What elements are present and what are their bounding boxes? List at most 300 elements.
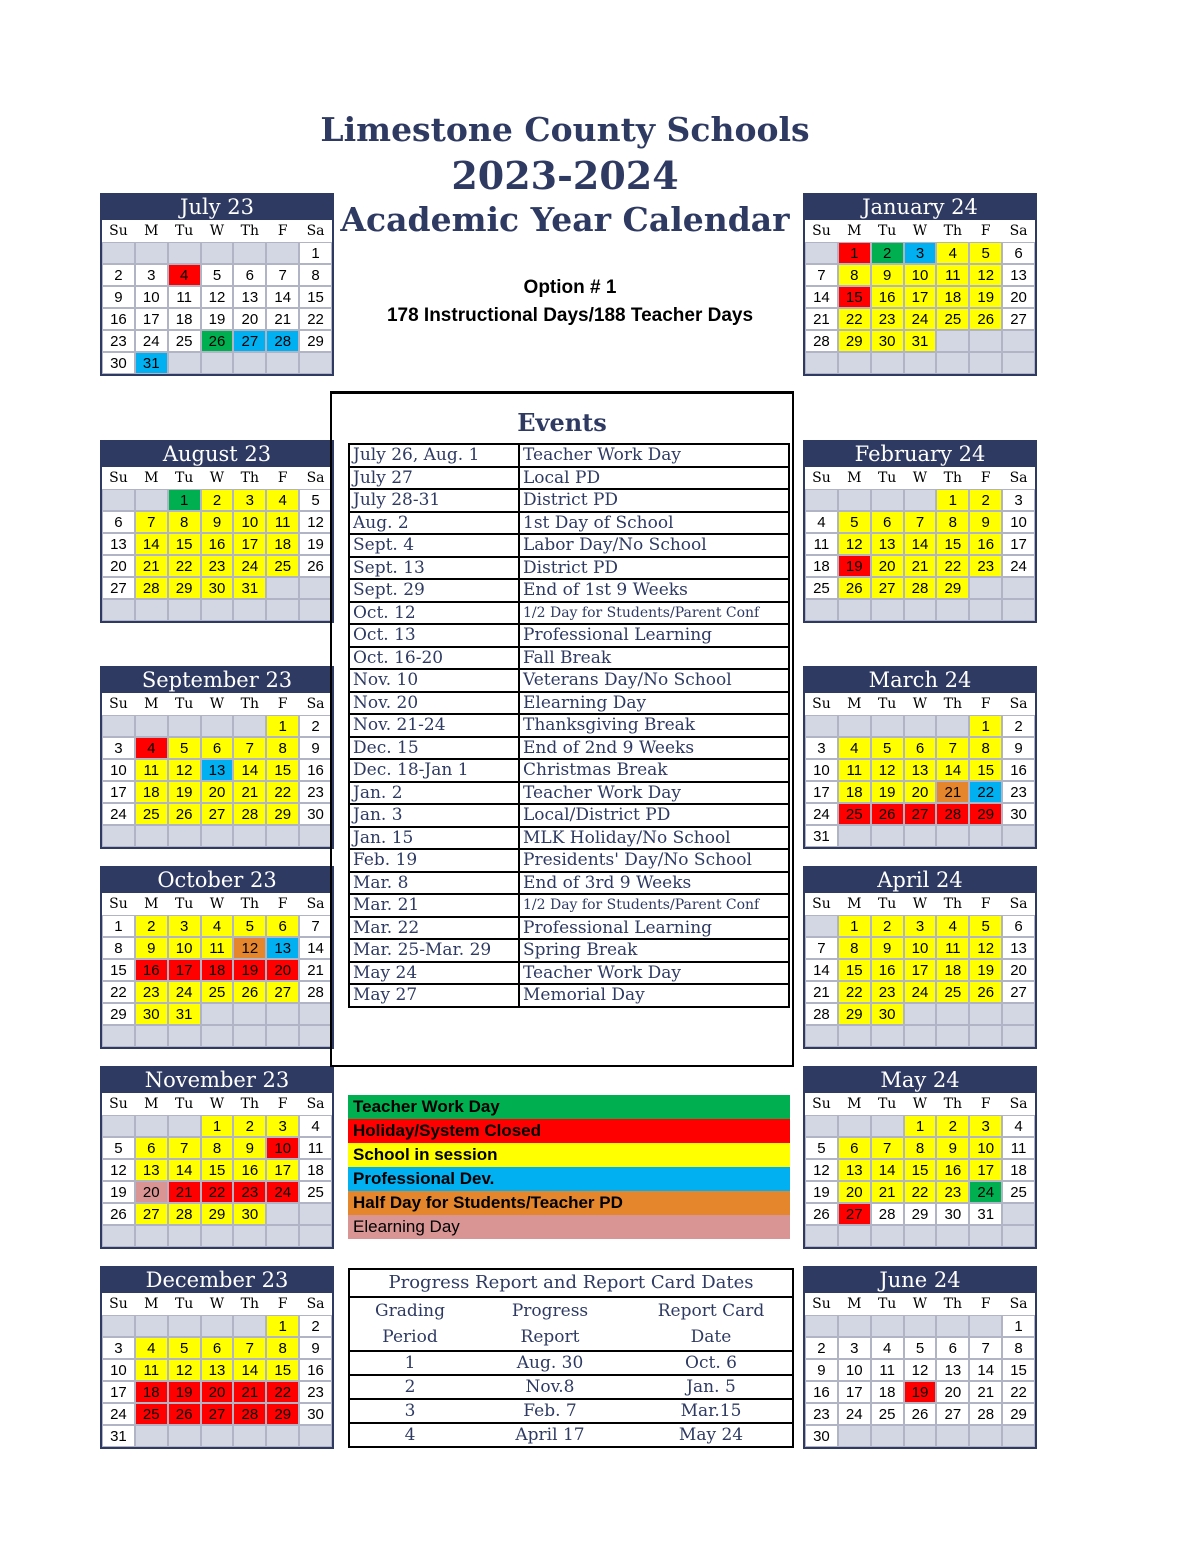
day-cell: 28	[168, 1203, 201, 1225]
empty-cell	[838, 825, 871, 847]
report-card-date: May 24	[678, 1425, 744, 1445]
day-cell: 2	[969, 489, 1002, 511]
day-cell: 1	[266, 715, 299, 737]
weekday-header: Th	[936, 1293, 969, 1315]
day-cell: 16	[1002, 759, 1035, 781]
day-cell: 15	[201, 1159, 234, 1181]
day-cell: 28	[871, 1203, 904, 1225]
event-row	[349, 782, 789, 805]
day-cell: 29	[201, 1203, 234, 1225]
day-cell: 12	[871, 759, 904, 781]
empty-cell	[1002, 1203, 1035, 1225]
weekday-header: F	[266, 1293, 299, 1315]
day-cell: 7	[969, 1337, 1002, 1359]
day-cell: 27	[936, 1403, 969, 1425]
event-date: Dec. 18-Jan 1	[349, 759, 519, 782]
day-cell: 16	[233, 1159, 266, 1181]
event-row	[349, 557, 789, 580]
day-cell: 4	[936, 915, 969, 937]
day-cell: 28	[135, 577, 168, 599]
day-cell: 10	[904, 937, 937, 959]
day-cell: 29	[838, 330, 871, 352]
event-description: MLK Holiday/No School	[519, 827, 789, 850]
empty-cell	[168, 715, 201, 737]
empty-cell	[299, 1203, 332, 1225]
empty-cell	[168, 1225, 201, 1247]
empty-cell	[1002, 1225, 1035, 1247]
event-date: Nov. 10	[349, 669, 519, 692]
empty-cell	[102, 1315, 135, 1337]
day-cell: 7	[936, 737, 969, 759]
day-cell: 18	[936, 286, 969, 308]
weekday-header: Th	[233, 220, 266, 242]
weekday-header: Tu	[871, 220, 904, 242]
day-cell: 16	[299, 1359, 332, 1381]
day-cell: 10	[805, 759, 838, 781]
day-cell: 5	[168, 1337, 201, 1359]
day-cell: 17	[233, 533, 266, 555]
calendar-title: Academic Year Calendar	[340, 200, 790, 239]
day-cell: 20	[266, 959, 299, 981]
day-cell: 30	[299, 1403, 332, 1425]
weekday-header: Th	[936, 893, 969, 915]
day-cell: 13	[936, 1359, 969, 1381]
weekday-header: Th	[936, 220, 969, 242]
day-cell: 4	[936, 242, 969, 264]
weekday-header: M	[838, 220, 871, 242]
empty-cell	[969, 330, 1002, 352]
day-cell: 12	[805, 1159, 838, 1181]
weekday-header: M	[135, 693, 168, 715]
day-cell: 3	[168, 915, 201, 937]
day-cell: 9	[871, 264, 904, 286]
event-description: Christmas Break	[519, 759, 789, 782]
day-cell: 28	[969, 1403, 1002, 1425]
day-cell: 18	[201, 959, 234, 981]
progress-row	[350, 1398, 792, 1422]
event-date: Sept. 4	[349, 534, 519, 557]
day-cell: 30	[233, 1203, 266, 1225]
day-cell: 3	[969, 1115, 1002, 1137]
day-cell: 21	[969, 1381, 1002, 1403]
event-description: Teacher Work Day	[519, 444, 789, 467]
day-cell: 27	[201, 803, 234, 825]
day-cell: 31	[904, 330, 937, 352]
empty-cell	[135, 1225, 168, 1247]
grading-period: 1	[404, 1353, 416, 1373]
day-cell: 26	[233, 981, 266, 1003]
event-description: End of 1st 9 Weeks	[519, 579, 789, 602]
day-cell: 17	[805, 781, 838, 803]
day-cell: 9	[969, 511, 1002, 533]
day-cell: 18	[805, 555, 838, 577]
empty-cell	[805, 715, 838, 737]
empty-cell	[201, 1025, 234, 1047]
school-name: Limestone County Schools	[320, 110, 810, 149]
day-cell: 30	[299, 803, 332, 825]
day-cell: 4	[168, 264, 201, 286]
empty-cell	[102, 599, 135, 621]
day-cell: 7	[299, 915, 332, 937]
day-cell: 17	[135, 308, 168, 330]
day-cell: 8	[266, 737, 299, 759]
event-date: Jan. 3	[349, 804, 519, 827]
day-cell: 14	[805, 286, 838, 308]
day-cell: 16	[805, 1381, 838, 1403]
day-cell: 29	[102, 1003, 135, 1025]
weekday-header: W	[904, 893, 937, 915]
day-cell: 24	[805, 803, 838, 825]
empty-cell	[805, 1315, 838, 1337]
empty-cell	[102, 489, 135, 511]
empty-cell	[201, 599, 234, 621]
empty-cell	[936, 715, 969, 737]
day-cell: 13	[871, 533, 904, 555]
weekday-header: W	[904, 1093, 937, 1115]
day-cell: 29	[969, 803, 1002, 825]
day-cell: 13	[201, 1359, 234, 1381]
weekday-header: Th	[233, 1093, 266, 1115]
empty-cell	[201, 242, 234, 264]
legend-item: Holiday/System Closed	[348, 1119, 790, 1143]
day-cell: 9	[299, 737, 332, 759]
weekday-header: Su	[805, 693, 838, 715]
day-cell: 23	[299, 1381, 332, 1403]
weekday-header: W	[201, 693, 234, 715]
empty-cell	[936, 1225, 969, 1247]
empty-cell	[805, 352, 838, 374]
event-description: End of 3rd 9 Weeks	[519, 872, 789, 895]
empty-cell	[904, 489, 937, 511]
day-cell: 27	[102, 577, 135, 599]
day-cell: 7	[904, 511, 937, 533]
day-cell: 23	[102, 330, 135, 352]
day-cell: 5	[299, 489, 332, 511]
day-cell: 24	[102, 803, 135, 825]
day-cell: 31	[102, 1425, 135, 1447]
day-cell: 21	[871, 1181, 904, 1203]
empty-cell	[838, 489, 871, 511]
empty-cell	[135, 1425, 168, 1447]
weekday-header: Su	[805, 467, 838, 489]
col-progress-header: Progress	[511, 1301, 589, 1321]
day-cell: 16	[871, 286, 904, 308]
day-cell: 10	[969, 1137, 1002, 1159]
day-cell: 29	[299, 330, 332, 352]
event-description: End of 2nd 9 Weeks	[519, 737, 789, 760]
event-description: 1/2 Day for Students/Parent Conf	[519, 602, 789, 625]
day-cell: 14	[805, 959, 838, 981]
empty-cell	[871, 489, 904, 511]
day-cell: 11	[838, 759, 871, 781]
weekday-header: Sa	[299, 1093, 332, 1115]
day-cell: 7	[135, 511, 168, 533]
day-cell: 24	[969, 1181, 1002, 1203]
event-row	[349, 872, 789, 895]
day-cell: 1	[969, 715, 1002, 737]
empty-cell	[299, 825, 332, 847]
day-cell: 5	[201, 264, 234, 286]
day-cell: 13	[838, 1159, 871, 1181]
day-cell: 29	[936, 577, 969, 599]
day-cell: 9	[233, 1137, 266, 1159]
empty-cell	[838, 1425, 871, 1447]
day-cell: 3	[838, 1337, 871, 1359]
day-cell: 1	[102, 915, 135, 937]
day-cell: 22	[299, 308, 332, 330]
day-cell: 25	[936, 308, 969, 330]
progress-row	[350, 1374, 792, 1398]
empty-cell	[969, 1003, 1002, 1025]
day-cell: 15	[102, 959, 135, 981]
weekday-header: Su	[102, 1293, 135, 1315]
day-cell: 14	[904, 533, 937, 555]
day-cell: 22	[838, 308, 871, 330]
day-cell: 6	[233, 264, 266, 286]
day-cell: 25	[936, 981, 969, 1003]
empty-cell	[969, 1025, 1002, 1047]
empty-cell	[201, 1425, 234, 1447]
empty-cell	[233, 715, 266, 737]
day-cell: 5	[904, 1337, 937, 1359]
day-cell: 23	[969, 555, 1002, 577]
empty-cell	[266, 1203, 299, 1225]
day-cell: 19	[102, 1181, 135, 1203]
empty-cell	[936, 330, 969, 352]
empty-cell	[266, 825, 299, 847]
day-cell: 17	[102, 781, 135, 803]
day-cell: 8	[266, 1337, 299, 1359]
weekday-header: M	[135, 1093, 168, 1115]
empty-cell	[904, 599, 937, 621]
empty-cell	[233, 242, 266, 264]
event-row	[349, 759, 789, 782]
day-cell: 3	[266, 1115, 299, 1137]
progress-report-table	[348, 1268, 794, 1448]
day-cell: 3	[233, 489, 266, 511]
day-cell: 2	[135, 915, 168, 937]
day-cell: 30	[805, 1425, 838, 1447]
weekday-header: F	[266, 693, 299, 715]
empty-cell	[233, 1225, 266, 1247]
day-cell: 17	[969, 1159, 1002, 1181]
event-date: Jan. 2	[349, 782, 519, 805]
day-cell: 5	[871, 737, 904, 759]
day-cell: 1	[168, 489, 201, 511]
day-cell: 16	[135, 959, 168, 981]
day-cell: 22	[1002, 1381, 1035, 1403]
day-cell: 26	[838, 577, 871, 599]
empty-cell	[135, 715, 168, 737]
day-cell: 23	[135, 981, 168, 1003]
day-cell: 15	[936, 533, 969, 555]
day-cell: 24	[266, 1181, 299, 1203]
empty-cell	[102, 1025, 135, 1047]
empty-cell	[805, 242, 838, 264]
weekday-header: Tu	[871, 893, 904, 915]
month-title: December 23	[102, 1268, 332, 1293]
day-cell: 8	[102, 937, 135, 959]
empty-cell	[135, 825, 168, 847]
col-grading-header: Grading	[375, 1301, 445, 1321]
day-cell: 12	[201, 286, 234, 308]
weekday-header: Tu	[168, 467, 201, 489]
day-cell: 23	[871, 308, 904, 330]
day-cell: 24	[904, 308, 937, 330]
event-date: Nov. 20	[349, 692, 519, 715]
legend-item: School in session	[348, 1143, 790, 1167]
event-date: May 24	[349, 962, 519, 985]
weekday-header: W	[201, 467, 234, 489]
weekday-header: Sa	[299, 893, 332, 915]
empty-cell	[805, 1115, 838, 1137]
day-cell: 28	[904, 577, 937, 599]
day-cell: 27	[1002, 981, 1035, 1003]
weekday-header: M	[838, 693, 871, 715]
day-cell: 19	[233, 959, 266, 981]
day-cell: 20	[936, 1381, 969, 1403]
legend-item: Professional Dev.	[348, 1167, 790, 1191]
day-cell: 21	[936, 781, 969, 803]
day-cell: 22	[969, 781, 1002, 803]
empty-cell	[299, 599, 332, 621]
event-description: Teacher Work Day	[519, 962, 789, 985]
empty-cell	[266, 242, 299, 264]
day-cell: 23	[1002, 781, 1035, 803]
weekday-header: Sa	[299, 220, 332, 242]
event-description: Memorial Day	[519, 984, 789, 1007]
day-cell: 16	[871, 959, 904, 981]
empty-cell	[904, 825, 937, 847]
day-cell: 28	[266, 330, 299, 352]
day-cell: 31	[805, 825, 838, 847]
weekday-header: Th	[936, 467, 969, 489]
day-cell: 22	[102, 981, 135, 1003]
progress-date: Nov.8	[525, 1377, 575, 1397]
day-cell: 30	[871, 1003, 904, 1025]
day-cell: 22	[904, 1181, 937, 1203]
empty-cell	[135, 242, 168, 264]
weekday-header: Tu	[168, 1293, 201, 1315]
day-cell: 9	[1002, 737, 1035, 759]
day-cell: 30	[102, 352, 135, 374]
day-cell: 19	[969, 959, 1002, 981]
day-cell: 14	[168, 1159, 201, 1181]
event-row	[349, 804, 789, 827]
legend-item: Teacher Work Day	[348, 1095, 790, 1119]
day-cell: 17	[904, 959, 937, 981]
event-date: Mar. 8	[349, 872, 519, 895]
month-title: March 24	[805, 668, 1035, 693]
empty-cell	[871, 1025, 904, 1047]
day-cell: 11	[201, 937, 234, 959]
empty-cell	[201, 1003, 234, 1025]
event-date: Jan. 15	[349, 827, 519, 850]
event-date: Oct. 13	[349, 624, 519, 647]
day-cell: 13	[1002, 937, 1035, 959]
weekday-header: W	[201, 1293, 234, 1315]
empty-cell	[871, 715, 904, 737]
day-cell: 8	[299, 264, 332, 286]
day-cell: 24	[904, 981, 937, 1003]
empty-cell	[233, 599, 266, 621]
day-cell: 30	[1002, 803, 1035, 825]
day-cell: 17	[102, 1381, 135, 1403]
day-cell: 7	[168, 1137, 201, 1159]
empty-cell	[871, 599, 904, 621]
empty-cell	[1002, 330, 1035, 352]
day-cell: 31	[168, 1003, 201, 1025]
day-cell: 14	[135, 533, 168, 555]
empty-cell	[135, 1025, 168, 1047]
day-cell: 10	[135, 286, 168, 308]
empty-cell	[969, 352, 1002, 374]
day-cell: 19	[969, 286, 1002, 308]
empty-cell	[168, 1315, 201, 1337]
weekday-header: Sa	[299, 693, 332, 715]
empty-cell	[201, 1225, 234, 1247]
event-description: Local/District PD	[519, 804, 789, 827]
day-cell: 20	[135, 1181, 168, 1203]
weekday-header: Sa	[1002, 220, 1035, 242]
day-cell: 10	[266, 1137, 299, 1159]
empty-cell	[266, 1025, 299, 1047]
progress-title: Progress Report and Report Card Dates	[350, 1270, 792, 1298]
empty-cell	[904, 1225, 937, 1247]
day-cell: 19	[838, 555, 871, 577]
day-cell: 16	[102, 308, 135, 330]
day-cell: 6	[838, 1137, 871, 1159]
month-february-24	[803, 440, 1037, 623]
day-cell: 13	[135, 1159, 168, 1181]
empty-cell	[871, 825, 904, 847]
month-june-24	[803, 1266, 1037, 1449]
empty-cell	[266, 1003, 299, 1025]
day-cell: 13	[904, 759, 937, 781]
empty-cell	[266, 352, 299, 374]
event-description: Elearning Day	[519, 692, 789, 715]
empty-cell	[805, 1225, 838, 1247]
day-cell: 20	[102, 555, 135, 577]
month-title: February 24	[805, 442, 1035, 467]
event-row	[349, 692, 789, 715]
weekday-header: Th	[233, 467, 266, 489]
day-cell: 27	[838, 1203, 871, 1225]
day-cell: 6	[1002, 915, 1035, 937]
weekday-header: M	[135, 893, 168, 915]
day-cell: 23	[871, 981, 904, 1003]
day-cell: 30	[135, 1003, 168, 1025]
event-row	[349, 669, 789, 692]
day-cell: 5	[805, 1137, 838, 1159]
day-cell: 15	[1002, 1359, 1035, 1381]
weekday-header: Tu	[168, 893, 201, 915]
event-description: Fall Break	[519, 647, 789, 670]
day-cell: 17	[266, 1159, 299, 1181]
empty-cell	[904, 1425, 937, 1447]
month-title: April 24	[805, 868, 1035, 893]
day-cell: 12	[299, 511, 332, 533]
day-cell: 23	[299, 781, 332, 803]
event-description: Professional Learning	[519, 917, 789, 940]
day-cell: 25	[201, 981, 234, 1003]
day-cell: 26	[805, 1203, 838, 1225]
weekday-header: M	[838, 1093, 871, 1115]
empty-cell	[201, 1315, 234, 1337]
month-april-24	[803, 866, 1037, 1049]
day-cell: 20	[871, 555, 904, 577]
event-description: Presidents' Day/No School	[519, 849, 789, 872]
